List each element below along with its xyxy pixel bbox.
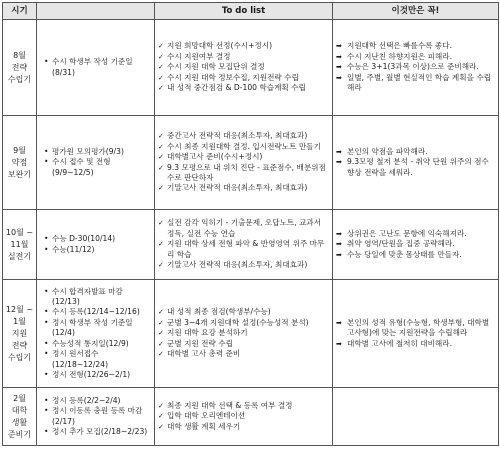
period-cell — [3, 280, 37, 388]
schedule-item: • 정시 학생부 작성 기준일 (12/4) — [43, 318, 151, 339]
table-header-row — [3, 3, 499, 20]
schedule-item: • 정시 등록(2/2~2/4) — [43, 396, 151, 406]
period-label: 지원 — [11, 328, 28, 338]
schedule-item: • 수시 합격자발표 마감 (12/13) — [43, 287, 151, 308]
tip-item: ➡ 본인의 약점을 파악해라. — [336, 147, 495, 157]
schedule-item: • 수시 등록(12/14~12/16) — [43, 307, 151, 317]
todo-item: ✓ 내 성적 최종 점검(학생부/수능) — [158, 307, 329, 317]
todo-item: ✓ 입학 대학 오리엔테이션 — [158, 411, 329, 421]
tip-item: ➡ 대학별 고사에 철저히 대비해라. — [336, 339, 495, 349]
header-tips: 이것만은 꼭! — [333, 3, 499, 20]
todo-item: ✓ 기말고사 전략적 대응(최소투자, 최대효과) — [158, 183, 329, 193]
period-label: 대학 — [11, 405, 28, 415]
todo-item: ✓ 내 성적 중간점검 & D-100 학습계획 수립 — [158, 83, 329, 93]
period-label: 1월 — [13, 316, 26, 326]
tip-item: ➡ 수능은 3+1(3과목 이상)으로 준비해라. — [336, 62, 495, 72]
period-label: 생활 — [11, 417, 28, 427]
period-label: 8월 — [13, 50, 26, 60]
todo-item: ✓ 군별 3~4개 지원대학 설정(수능성적 분석) — [158, 318, 329, 328]
header-period-schedule — [37, 3, 155, 20]
schedule-item: • 정시 전형(12/26~2/1) — [43, 370, 151, 380]
period-cell — [3, 116, 37, 210]
tips-cell — [333, 210, 499, 280]
todo-item: ✓ 지원 희망대학 선정(수시+정시) — [158, 41, 329, 51]
todo-item: ✓ 지원 대학 요강 분석하기 — [158, 328, 329, 338]
todo-item: ✓ 기말고사 전략적 대응(최소투자, 최대효과) — [158, 260, 329, 270]
todo-cell — [155, 20, 333, 116]
todo-item: ✓ 수시 최종 지원대학 결정. 입시전략노트 만들기 — [158, 142, 329, 152]
todo-cell — [155, 280, 333, 388]
period-cell — [3, 388, 37, 446]
schedule-cell — [37, 210, 155, 280]
table-row — [3, 388, 499, 446]
period-label: 12월 ~ — [5, 304, 34, 314]
period-label: 약점 — [11, 157, 28, 167]
todo-item: ✓ 수시 지원 대학 모집단위 결정 — [158, 62, 329, 72]
schedule-table-container — [2, 2, 498, 448]
todo-item: ✓ 수시 지원여부 결정 — [158, 52, 329, 62]
todo-item: ✓ 지원 대학 상세 전형 파악 & 반영영역 위주 마무리 학습 — [158, 239, 329, 260]
period-label: 9월 — [13, 145, 26, 155]
period-label: 전략 — [11, 340, 28, 350]
tips-cell — [333, 388, 499, 446]
tips-cell — [333, 20, 499, 116]
schedule-item: • 수능 D-30(10/14) — [43, 234, 151, 244]
todo-item: ✓ 최종 지원 대학 선택 & 등록 여부 결정 — [158, 401, 329, 411]
schedule-item: • 수시 접수 및 전형 (9/9~12/5) — [43, 157, 151, 178]
tip-item: ➡ 수능 당일에 맞춘 몸상태를 만들자. — [336, 250, 495, 260]
tips-cell — [333, 280, 499, 388]
period-label: 준비기 — [7, 429, 32, 439]
schedule-item: • 정시 원서접수 (12/18~12/24) — [43, 349, 151, 370]
todo-item: ✓ 대학별고사 준비(수시+정시) — [158, 152, 329, 162]
todo-item: ✓ 대학 생활 계획 세우기 — [158, 422, 329, 432]
period-cell — [3, 20, 37, 116]
schedule-cell — [37, 280, 155, 388]
period-label: 실전기 — [7, 251, 32, 261]
tips-cell — [333, 116, 499, 210]
schedule-item: • 수능성적 통지일(12/9) — [43, 339, 151, 349]
tip-item: ➡ 본인의 성적 유형(수능형, 학생부형, 대학별고사형)에 맞는 지원전략을 수립해라 — [336, 318, 495, 339]
schedule-item: • 평가원 모의평가(9/3) — [43, 147, 151, 157]
table-row — [3, 20, 499, 116]
period-cell — [3, 210, 37, 280]
todo-cell — [155, 388, 333, 446]
tip-item: ➡ 취약 영역/단원을 집중 공략해라. — [336, 239, 495, 249]
header-period: 시기 — [3, 3, 37, 20]
todo-item: ✓ 중간고사 전략적 대응(최소투자, 최대효과) — [158, 131, 329, 141]
todo-item: ✓ 군별 지원 전략 수립 — [158, 339, 329, 349]
tip-item: ➡ 지원대학 선택은 빠를수록 좋다. — [336, 41, 495, 51]
table-row — [3, 210, 499, 280]
admission-schedule-table — [2, 2, 499, 446]
period-label: 11월 — [10, 239, 29, 249]
period-label: 2월 — [13, 393, 26, 403]
period-label: 수립기 — [7, 352, 32, 362]
schedule-item: • 정시 이동록 충원 등록 마감(2/17) — [43, 406, 151, 427]
todo-item: ✓ 9.3 모평으로 내 위치 진단 - 표준점수, 배분위점수로 판단하자 — [158, 163, 329, 184]
schedule-item: • 정시 추가 모집(2/18~2/23) — [43, 427, 151, 437]
tip-item: ➡ 상위권은 고난도 문항에 익숙해져라. — [336, 229, 495, 239]
period-label: 수립기 — [7, 74, 32, 84]
tip-item: ➡ 수시 지난친 하향지원은 피해라. — [336, 52, 495, 62]
tip-item: ➡ 9.3모평 철저 분석 - 취약 단원 위주의 점수 향상 전략을 세워라. — [336, 157, 495, 178]
schedule-cell — [37, 116, 155, 210]
tip-item: ➡ 일별, 주별, 월별 현실적인 학습 계획을 수립해라 — [336, 73, 495, 94]
header-todo: To do list — [155, 3, 333, 20]
todo-item: ✓ 대학별 고사 총력 준비 — [158, 349, 329, 359]
schedule-item: • 수능(11/12) — [43, 245, 151, 255]
todo-item: ✓ 실전 감각 익히기 - 기출문제, 오답노트, 교과서 정독, 실전 수능 연습 — [158, 218, 329, 239]
table-row — [3, 116, 499, 210]
todo-cell — [155, 116, 333, 210]
period-label: 전략 — [11, 62, 28, 72]
period-label: 보완기 — [7, 169, 32, 179]
period-label: 10월 ~ — [5, 227, 34, 237]
table-row — [3, 280, 499, 388]
schedule-item: • 수시 학생부 작성 기준일 (8/31) — [43, 57, 151, 78]
schedule-cell — [37, 20, 155, 116]
todo-cell — [155, 210, 333, 280]
todo-item: ✓ 수시 지원 대학 정보수집, 지원전략 수립 — [158, 73, 329, 83]
schedule-cell — [37, 388, 155, 446]
